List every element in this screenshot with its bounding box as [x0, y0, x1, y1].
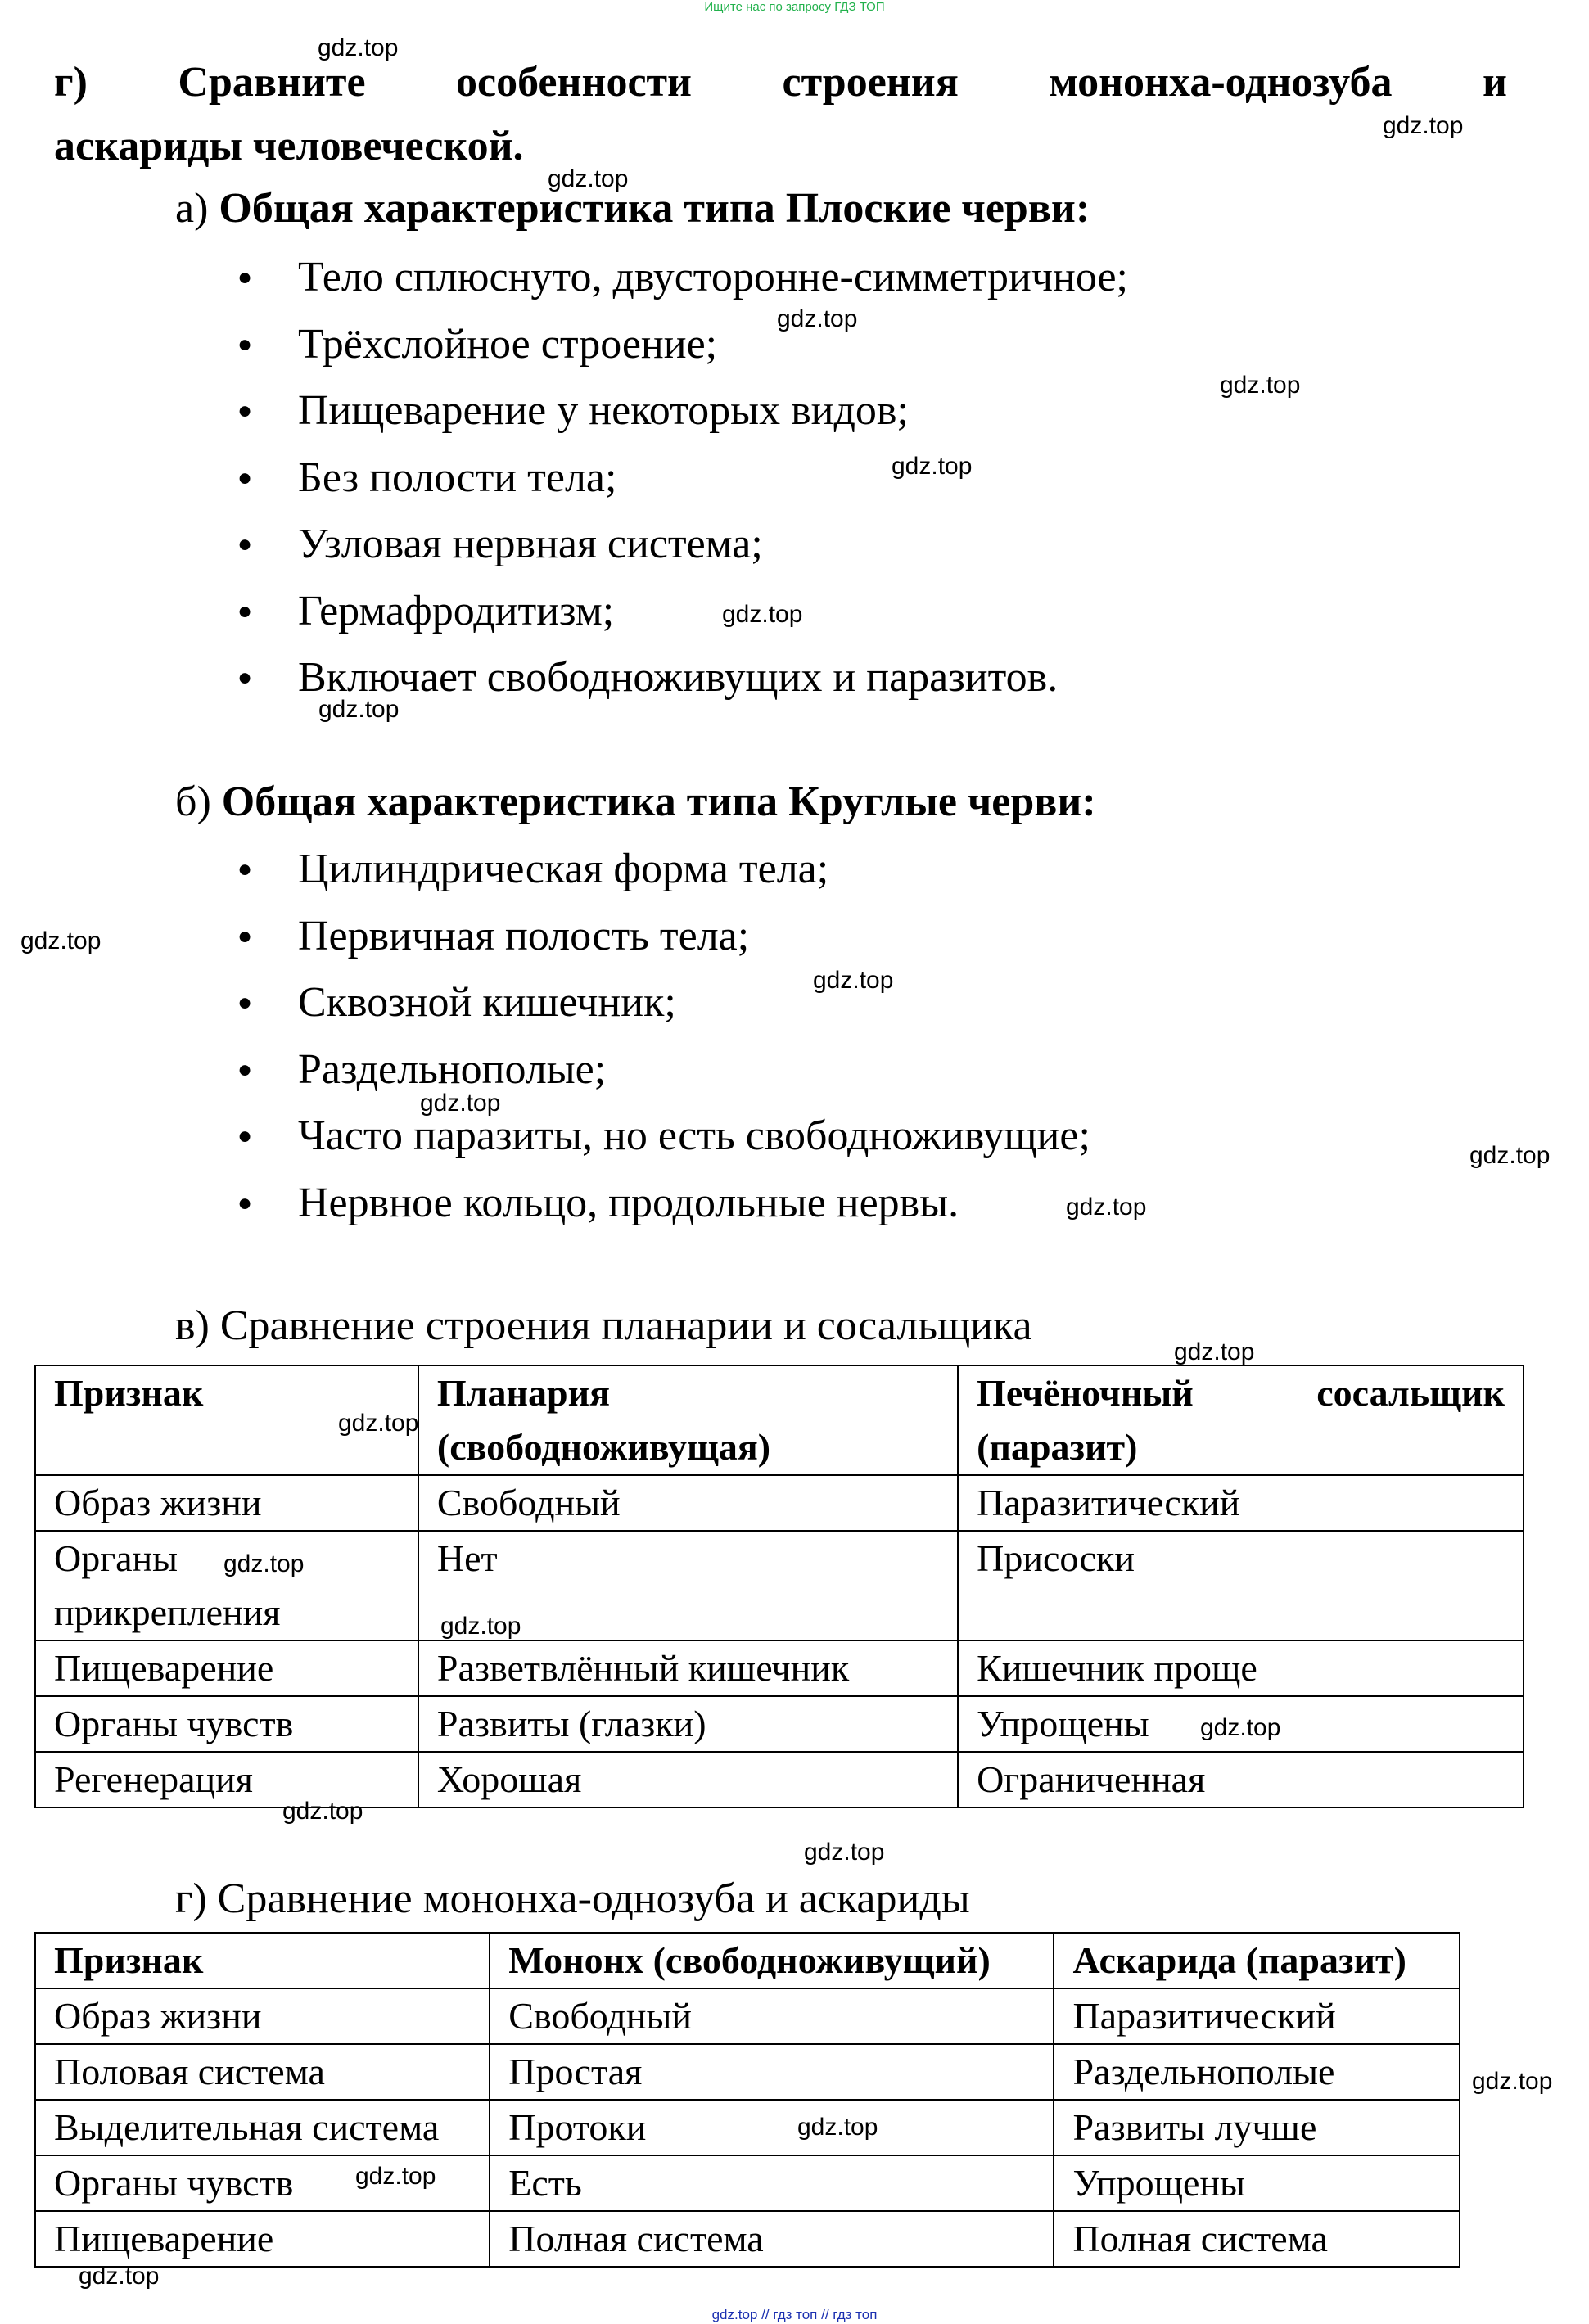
table-cell: Развиты лучше	[1054, 2100, 1460, 2155]
watermark-text: gdz.top	[79, 2263, 160, 2290]
watermark-text: gdz.top	[1472, 2068, 1553, 2095]
task-heading-line1: г) Сравните особенности строения мононха-однозуба и	[54, 59, 1507, 106]
list-item: ● Первичная полость тела;	[237, 903, 1090, 970]
list-item: ● Включает свободноживущих и паразитов.	[237, 644, 1128, 711]
table-cell: Паразитический	[958, 1475, 1524, 1531]
watermark-text: gdz.top	[318, 696, 400, 723]
list-item: ● Узловая нервная система;	[237, 511, 1128, 578]
list-item: ● Гермафродитизм;	[237, 578, 1128, 645]
watermark-text: gdz.top	[797, 2114, 878, 2141]
watermark-text: gdz.top	[355, 2163, 436, 2190]
table-row	[35, 1531, 1524, 1640]
table-header-row	[35, 1365, 1524, 1475]
table-header-cell: Признак	[35, 1365, 418, 1475]
table-cell: Полная система	[490, 2211, 1054, 2267]
watermark-text: gdz.top	[548, 165, 629, 192]
table-cell: Органы прикрепления	[35, 1531, 418, 1640]
table-row	[35, 2044, 1460, 2100]
list-item: ● Раздельнополые;	[237, 1036, 1090, 1103]
mononch-ascaris-table	[34, 1932, 1460, 2268]
table-cell: Пищеварение	[35, 2211, 490, 2267]
watermark-text: gdz.top	[1383, 112, 1464, 139]
section-c-title: в) Сравнение строения планарии и сосальщика	[175, 1302, 1032, 1349]
watermark-text: gdz.top	[1174, 1338, 1255, 1365]
task-heading-line2: аскариды человеческой.	[54, 123, 524, 169]
table-cell: Нет	[418, 1531, 958, 1640]
watermark-text: gdz.top	[813, 967, 894, 994]
watermark-text: gdz.top	[20, 927, 102, 954]
table-cell: Органы чувств	[35, 2155, 490, 2211]
table-cell: Раздельнополые	[1054, 2044, 1460, 2100]
table-row	[35, 2155, 1460, 2211]
table-cell: Упрощены	[958, 1696, 1524, 1752]
watermark-text: gdz.top	[440, 1613, 521, 1640]
table-cell: Свободный	[490, 1988, 1054, 2044]
watermark-text: gdz.top	[338, 1410, 419, 1437]
table-cell: Развиты (глазки)	[418, 1696, 958, 1752]
table-cell: Выделительная система	[35, 2100, 490, 2155]
watermark-text: gdz.top	[1469, 1142, 1551, 1169]
table-cell: Органы чувств	[35, 1696, 418, 1752]
watermark-text: gdz.top	[1200, 1714, 1281, 1741]
table-header-cell: Мононх (свободноживущий)	[490, 1933, 1054, 1988]
watermark-text: gdz.top	[223, 1550, 305, 1577]
list-item: ● Пищеварение у некоторых видов;	[237, 377, 1128, 444]
table-header-cell: Аскарида (паразит)	[1054, 1933, 1460, 1988]
list-item: ● Трёхслойное строение;	[237, 311, 1128, 378]
table-cell: Простая	[490, 2044, 1054, 2100]
table-cell: Образ жизни	[35, 1475, 418, 1531]
section-a-title: а) Общая характеристика типа Плоские черви:	[175, 185, 1090, 232]
table-cell: Разветвлённый кишечник	[418, 1640, 958, 1696]
watermark-text: gdz.top	[420, 1090, 501, 1117]
list-item: ● Часто паразиты, но есть свободноживущие;	[237, 1103, 1090, 1170]
watermark-text: gdz.top	[282, 1798, 363, 1825]
table-cell: Половая система	[35, 2044, 490, 2100]
flatworm-traits-list	[237, 244, 1128, 711]
table-cell: Ограниченная	[958, 1752, 1524, 1807]
list-item: ● Тело сплюснуто, двусторонне-симметричное;	[237, 244, 1128, 311]
table-cell: Есть	[490, 2155, 1054, 2211]
top-note: Ищите нас по запросу ГДЗ ТОП	[704, 0, 885, 14]
table-cell: Кишечник проще	[958, 1640, 1524, 1696]
table-row	[35, 1696, 1524, 1752]
watermark-text: gdz.top	[1220, 372, 1301, 399]
table-cell: Полная система	[1054, 2211, 1460, 2267]
table-cell: Пищеварение	[35, 1640, 418, 1696]
section-d-title: г) Сравнение мононха-однозуба и аскариды	[175, 1875, 970, 1922]
table-row	[35, 1988, 1460, 2044]
table-row	[35, 1475, 1524, 1531]
table-row	[35, 2211, 1460, 2267]
table-cell: Паразитический	[1054, 1988, 1460, 2044]
planaria-fluke-table	[34, 1365, 1524, 1808]
bottom-note: gdz.top // гдз топ // гдз топ	[711, 2307, 878, 2322]
table-row	[35, 1752, 1524, 1807]
table-cell: Образ жизни	[35, 1988, 490, 2044]
table-cell: Регенерация	[35, 1752, 418, 1807]
table-header-row	[35, 1933, 1460, 1988]
table-row	[35, 2100, 1460, 2155]
watermark-text: gdz.top	[722, 601, 803, 628]
watermark-text: gdz.top	[892, 453, 973, 480]
watermark-text: gdz.top	[804, 1839, 885, 1866]
watermark-text: gdz.top	[1066, 1194, 1147, 1221]
table-header-cell: Печёночный сосальщик (паразит)	[958, 1365, 1524, 1475]
list-item: ● Цилиндрическая форма тела;	[237, 836, 1090, 903]
table-row	[35, 1640, 1524, 1696]
table-header-cell: Признак	[35, 1933, 490, 1988]
watermark-text: gdz.top	[777, 305, 858, 332]
watermark-text: gdz.top	[318, 34, 399, 61]
section-b-title: б) Общая характеристика типа Круглые черви:	[175, 778, 1096, 825]
list-item: ● Без полости тела;	[237, 444, 1128, 512]
list-item: ● Сквозной кишечник;	[237, 969, 1090, 1036]
roundworm-traits-list	[237, 836, 1090, 1236]
list-item: ● Нервное кольцо, продольные нервы.	[237, 1170, 1090, 1237]
table-cell: Упрощены	[1054, 2155, 1460, 2211]
table-cell: Свободный	[418, 1475, 958, 1531]
table-cell: Присоски	[958, 1531, 1524, 1640]
table-header-cell: Планария (свободноживущая)	[418, 1365, 958, 1475]
table-cell: Хорошая	[418, 1752, 958, 1807]
table-cell: Протоки	[490, 2100, 1054, 2155]
